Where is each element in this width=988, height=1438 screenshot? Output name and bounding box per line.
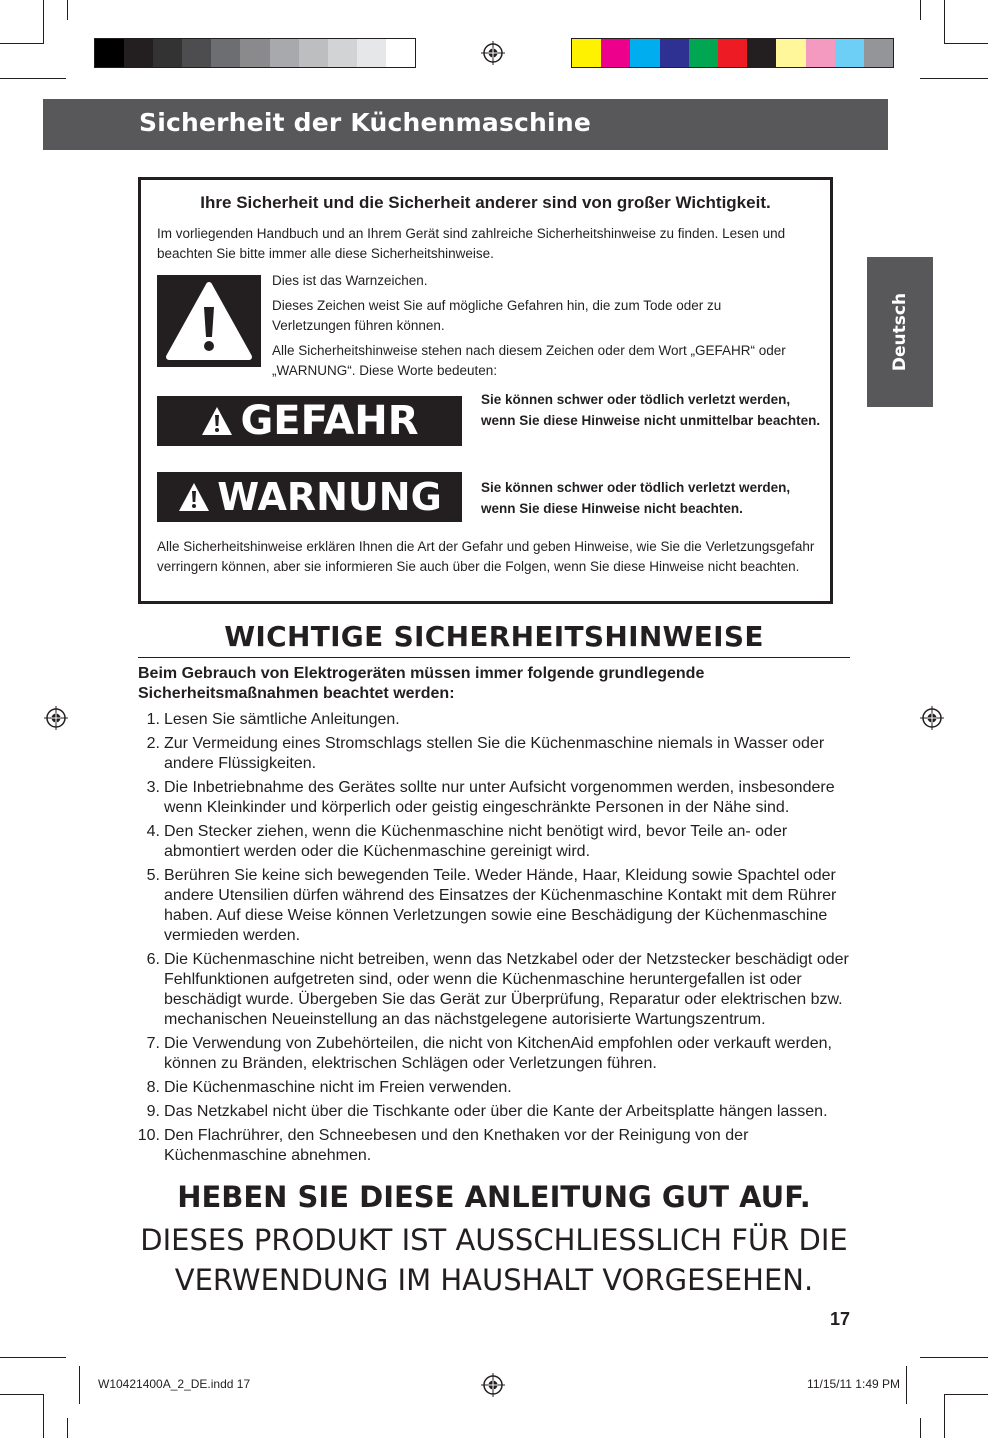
list-item: 10. Den Flachrührer, den Schneebesen und den Knethaken vor der Reinigung von der Küchenmaschine abnehmen.: [137, 1127, 749, 1164]
section-heading: WICHTIGE SICHERHEITSHINWEISE: [224, 620, 764, 653]
divider: [138, 657, 850, 658]
list-item: 3. Die Inbetriebnahme des Gerätes sollte nur unter Aufsicht vorgenommen werden, insbesondere wenn Kleinkinder und körperlich oder geistig eingeschränkte Personen in der Nähe sind.: [146, 779, 835, 816]
list-item: 1. Lesen Sie sämtliche Anleitungen.: [146, 711, 400, 728]
grayscale-color-bar: [94, 38, 416, 68]
safeguards-list: [138, 710, 858, 1170]
safety-box-closing: Alle Sicherheitshinweise erklären Ihnen die Art der Gefahr und geben Hinweise, wie Sie die Verletzungsgefahr verringern können, aber sie informieren Sie auch über die Folgen, wenn Sie diese Hinweise nicht beachten.: [157, 539, 815, 574]
household-use-notice: [60, 1220, 928, 1300]
page-number: 17: [829, 1309, 850, 1329]
color-swatch: [864, 39, 893, 67]
color-swatch: [95, 39, 124, 67]
color-swatch: [835, 39, 864, 67]
safety-box-title: Ihre Sicherheit und die Sicherheit anderer sind von großer Wichtigkeit.: [200, 193, 771, 212]
warning-triangle-icon: [157, 275, 261, 367]
color-swatch: [630, 39, 659, 67]
color-swatch: [689, 39, 718, 67]
warning-triangle-icon: [177, 481, 211, 513]
color-swatch: [806, 39, 835, 67]
color-swatch: [182, 39, 211, 67]
household-line-2: VERWENDUNG IM HAUSHALT VORGESEHEN.: [174, 1263, 814, 1297]
color-swatch: [153, 39, 182, 67]
danger-label: GEFAHR: [240, 398, 419, 444]
signal-words-intro: Alle Sicherheitshinweise stehen nach diesem Zeichen oder dem Wort „GEFAHR“ oder „WARNUNG“. Diese Worte bedeuten:: [272, 343, 786, 378]
list-item: 2. Zur Vermeidung eines Stromschlags stellen Sie die Küchenmaschine niemals in Wasser oder andere Flüssigkeiten.: [146, 735, 825, 772]
section-header: [43, 99, 888, 150]
page-title: Sicherheit der Küchenmaschine: [139, 108, 591, 137]
color-swatch: [601, 39, 630, 67]
registration-mark-icon: [920, 706, 944, 730]
registration-mark-icon: [44, 706, 68, 730]
language-tab: [867, 257, 933, 407]
danger-signal-word: [157, 396, 462, 446]
danger-description: Sie können schwer oder tödlich verletzt werden, wenn Sie diese Hinweise nicht unmittelbar beachten.: [481, 392, 821, 428]
list-item: 5. Berühren Sie keine sich bewegenden Teile. Weder Hände, Haar, Kleidung sowie Spachtel oder andere Utensilien dürfen während des Einsatzes der Küchenmaschine Kontakt mit dem Rührer haben. Auf diese Weise können Verletzungen sowie eine Beschädigung der Küchenmaschine vermieden werden.: [146, 867, 837, 944]
color-swatch: [240, 39, 269, 67]
list-item: 4. Den Stecker ziehen, wenn die Küchenmaschine nicht benötigt wird, bevor Teile an- oder abmontiert werden oder die Küchenmaschine gereinigt wird.: [146, 823, 788, 860]
list-item: 8. Die Küchenmaschine nicht im Freien verwenden.: [146, 1079, 512, 1096]
warning-label: WARNUNG: [217, 475, 442, 519]
language-tab-label: Deutsch: [890, 292, 910, 372]
color-swatch: [386, 39, 415, 67]
color-swatch: [776, 39, 805, 67]
print-slug-file: W10421400A_2_DE.indd 17: [98, 1377, 251, 1391]
warning-description: Sie können schwer oder tödlich verletzt werden, wenn Sie diese Hinweise nicht beachten.: [481, 480, 791, 516]
process-color-bar: [571, 38, 894, 68]
symbol-explanation: Dieses Zeichen weist Sie auf mögliche Gefahren hin, die zum Tode oder zu Verletzungen führen können.: [272, 298, 722, 333]
color-swatch: [328, 39, 357, 67]
household-line-1: DIESES PRODUKT IST AUSSCHLIESSLICH FÜR DIE: [140, 1223, 848, 1257]
list-item: 9. Das Netzkabel nicht über die Tischkante oder über die Kante der Arbeitsplatte hängen lassen.: [146, 1103, 828, 1120]
symbol-definition: Dies ist das Warnzeichen.: [272, 273, 428, 288]
color-swatch: [718, 39, 747, 67]
warning-signal-word: [157, 472, 462, 522]
print-slug-date: 11/15/11 1:49 PM: [807, 1377, 900, 1391]
safeguards-lead: Beim Gebrauch von Elektrogeräten müssen immer folgende grundlegende Sicherheitsmaßnahmen beachtet werden:: [138, 665, 705, 702]
color-swatch: [124, 39, 153, 67]
color-swatch: [572, 39, 601, 67]
color-swatch: [747, 39, 776, 67]
safety-alert-symbol: [157, 275, 261, 367]
color-swatch: [211, 39, 240, 67]
list-item: 6. Die Küchenmaschine nicht betreiben, wenn das Netzkabel oder der Netzstecker beschädigt oder Fehlfunktionen aufgetreten sind, oder wenn die Küchenmaschine heruntergefallen ist oder beschädigt wurde. Übergeben Sie das Gerät zur Überprüfung, Reparatur oder elektrischen bzw. mechanischen Neueinstellung an das nächstgelegene autorisierte Wartungszentrum.: [146, 951, 849, 1028]
warning-triangle-icon: [200, 405, 234, 437]
safety-box-intro: Im vorliegenden Handbuch und an Ihrem Gerät sind zahlreiche Sicherheitshinweise zu finden. Lesen und beachten Sie bitte immer alle diese Sicherheitshinweise.: [157, 226, 786, 261]
safety-notice-box: [138, 177, 833, 604]
registration-mark-icon: [481, 41, 505, 65]
color-swatch: [299, 39, 328, 67]
registration-mark-icon: [481, 1373, 505, 1397]
color-swatch: [270, 39, 299, 67]
save-instructions: HEBEN SIE DIESE ANLEITUNG GUT AUF.: [177, 1180, 811, 1214]
color-swatch: [357, 39, 386, 67]
color-swatch: [660, 39, 689, 67]
list-item: 7. Die Verwendung von Zubehörteilen, die nicht von KitchenAid empfohlen oder verkauft werden, können zu Bränden, elektrischen Schlägen oder Verletzungen führen.: [146, 1035, 832, 1072]
